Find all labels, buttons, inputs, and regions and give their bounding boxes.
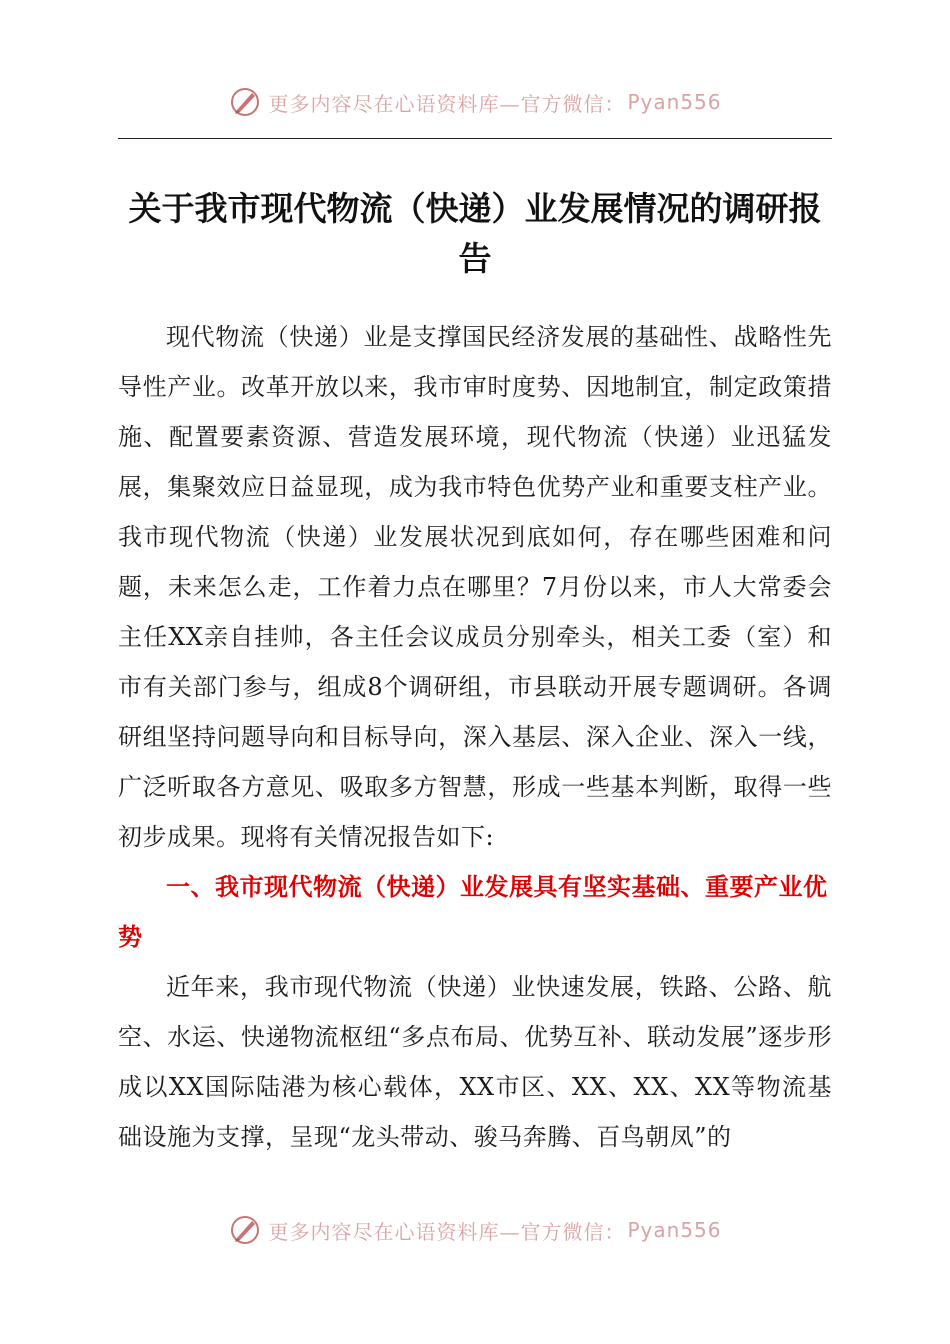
pen-logo-icon xyxy=(228,1213,262,1247)
watermark-header xyxy=(0,82,950,122)
watermark-wechat-id: Pyan556 xyxy=(627,1218,722,1242)
watermark-wechat-id: Pyan556 xyxy=(627,90,722,114)
pen-logo-icon xyxy=(228,85,262,119)
document-title: 关于我市现代物流（快递）业发展情况的调研报告 xyxy=(128,189,822,278)
watermark-footer xyxy=(0,1210,950,1250)
intro-paragraph: 现代物流（快递）业是支撑国民经济发展的基础性、战略性先导性产业。改革开放以来，我市审时度势、因地制宜，制定政策措施、配置要素资源、营造发展环境，现代物流（快递）业迅猛发展，集聚效应日益显现，成为我市特色优势产业和重要支柱产业。我市现代物流（快递）业发展状况到底如何，存在哪些困难和问题，未来怎么走，工作着力点在哪里？7月份以来，市人大常委会主任XX亲自挂帅，各主任会议成员分别牵头，相关工委（室）和市有关部门参与，组成8个调研组，市县联动开展专题调研。各调研组坚持问题导向和目标导向，深入基层、深入企业、深入一线，广泛听取各方意见、吸取多方智慧，形成一些基本判断，取得一些初步成果。现将有关情况报告如下: xyxy=(118,323,832,851)
document-body xyxy=(118,312,832,1162)
watermark-text: 更多内容尽在心语资料库—官方微信： xyxy=(268,91,626,116)
section-heading-1: 一、我市现代物流（快递）业发展具有坚实基础、重要产业优势 xyxy=(118,873,828,951)
header-divider xyxy=(118,138,832,139)
section-paragraph-1: 近年来，我市现代物流（快递）业快速发展，铁路、公路、航空、水运、快递物流枢纽“多点布局、优势互补、联动发展”逐步形成以XX国际陆港为核心载体，XX市区、XX、XX、XX等物流基础设施为支撑，呈现“龙头带动、骏马奔腾、百鸟朝凤”的 xyxy=(118,973,832,1151)
watermark-text: 更多内容尽在心语资料库—官方微信： xyxy=(268,1219,626,1244)
